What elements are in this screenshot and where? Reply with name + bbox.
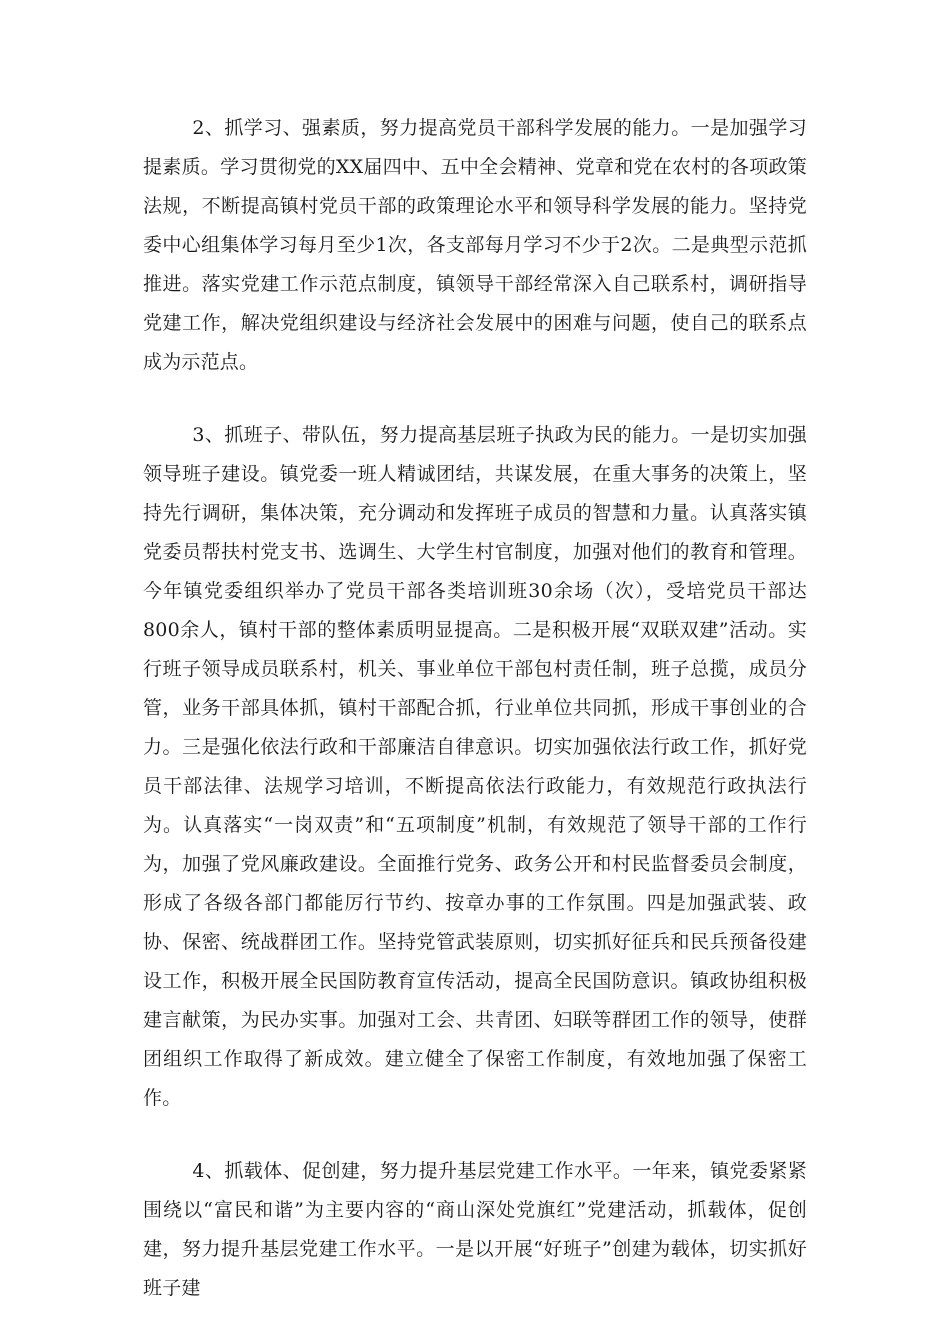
document-body [143,109,807,1308]
paragraph-team-building: 3、抓班子、带队伍，努力提高基层班子执政为民的能力。一是切实加强领导班子建设。镇党委一班人精诚团结，共谋发展，在重大事务的决策上，坚持先行调研，集体决策，充分调动和发挥班子成员的智慧和力量。认真落实镇党委员帮扶村党支书、选调生、大学生村官制度，加强对他们的教育和管理。今年镇党委组织举办了党员干部各类培训班30余场（次），受培党员干部达800余人，镇村干部的整体素质明显提高。二是积极开展“双联双建”活动。实行班子领导成员联系村，机关、事业单位干部包村责任制，班子总揽，成员分管，业务干部具体抓，镇村干部配合抓，行业单位共同抓，形成干事创业的合力。三是强化依法行政和干部廉洁自律意识。切实加强依法行政工作，抓好党员干部法律、法规学习培训，不断提高依法行政能力，有效规范行政执法行为。认真落实“一岗双责”和“五项制度”机制，有效规范了领导干部的工作行为，加强了党风廉政建设。全面推行党务、政务公开和村民监督委员会制度，形成了各级各部门都能厉行节约、按章办事的工作氛围。四是加强武装、政协、保密、统战群团工作。坚持党管武装原则，切实抓好征兵和民兵预备役建设工作，积极开展全民国防教育宣传活动，提高全民国防意识。镇政协组积极建言献策，为民办实事。加强对工会、共青团、妇联等群团工作的领导，使群团组织工作取得了新成效。建立健全了保密工作制度，有效地加强了保密工作。 [143,424,807,1109]
paragraph-study-quality: 2、抓学习、强素质，努力提高党员干部科学发展的能力。一是加强学习提素质。学习贯彻党的XX届四中、五中全会精神、党章和党在农村的各项政策法规，不断提高镇村党员干部的政策理论水平和领导科学发展的能力。坚持党委中心组集体学习每月至少1次，各支部每月学习不少于2次。二是典型示范抓推进。落实党建工作示范点制度，镇领导干部经常深入自己联系村，调研指导党建工作，解决党组织建设与经济社会发展中的困难与问题，使自己的联系点成为示范点。 [143,117,807,373]
paragraph-carrier-creation: 4、抓载体、促创建，努力提升基层党建工作水平。一年来，镇党委紧紧围绕以“富民和谐”为主要内容的“商山深处党旗红”党建活动，抓载体，促创建，努力提升基层党建工作水平。一是以开展“好班子”创建为载体，切实抓好班子建 [143,1160,807,1299]
